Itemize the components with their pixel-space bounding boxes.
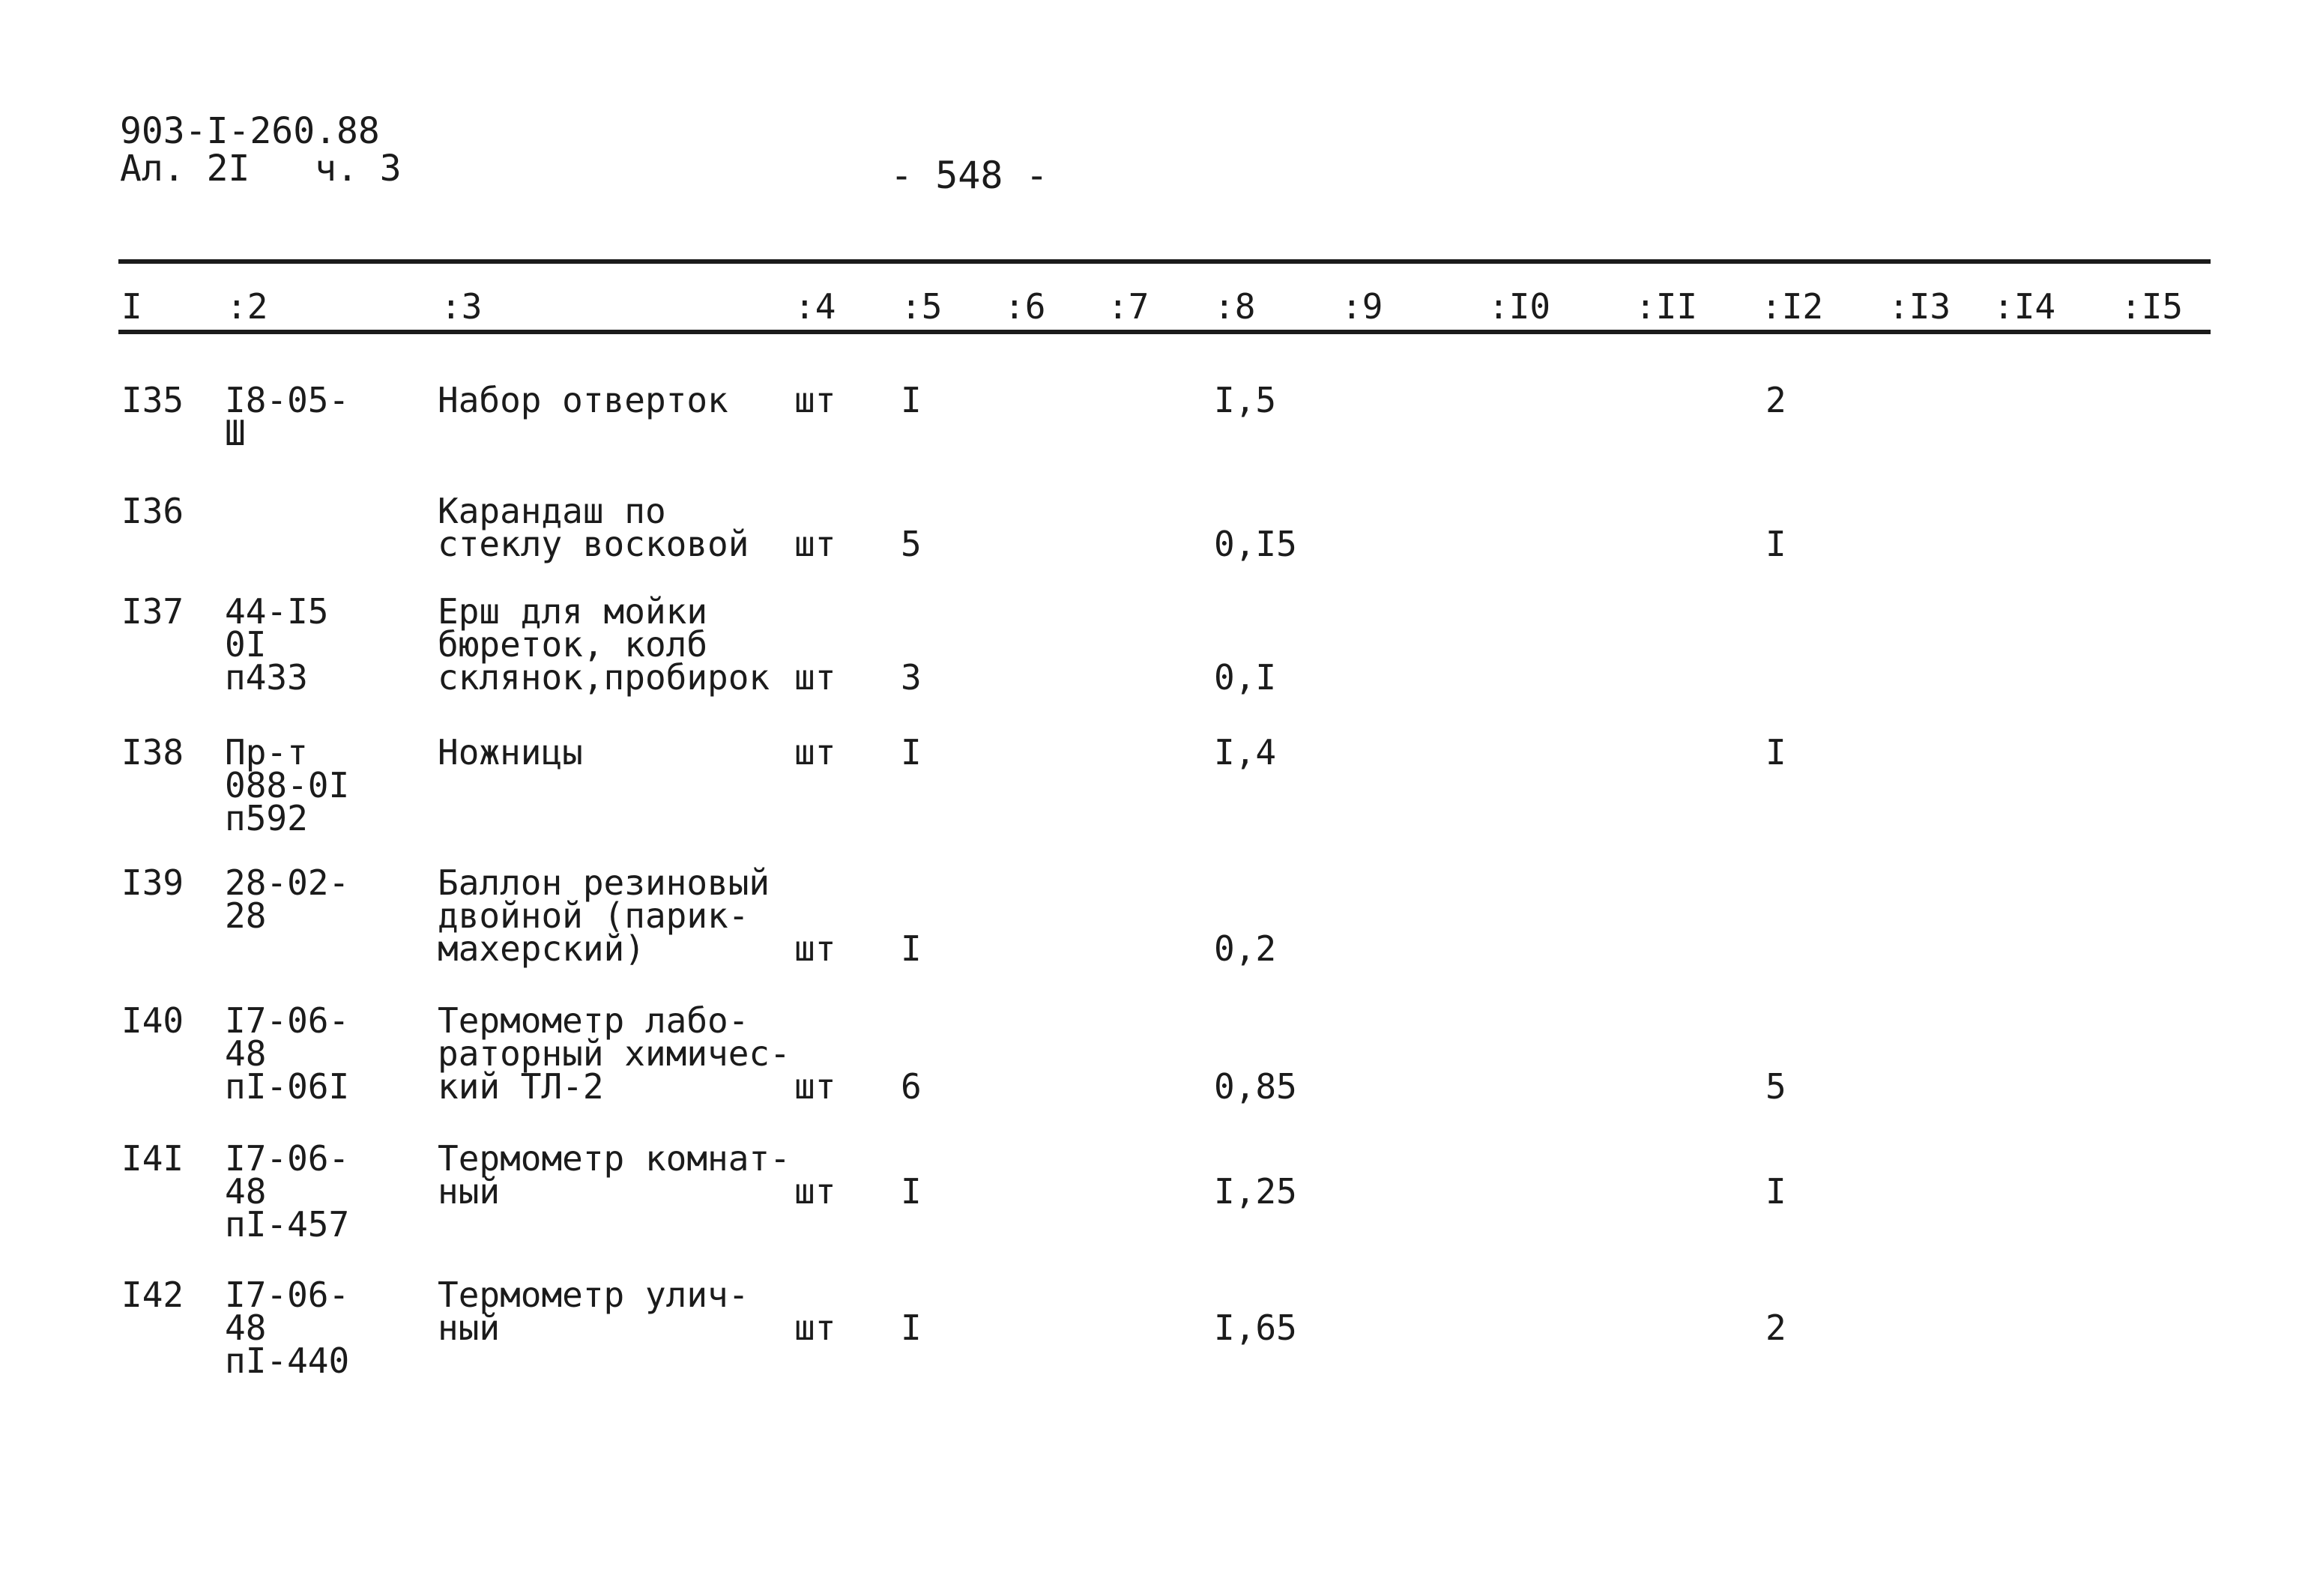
item-price: I,65 [1214,1308,1297,1348]
item-name-line: ный [438,1171,501,1212]
item-quantity: I [901,380,922,420]
column-header-13: :I3 [1888,286,1951,327]
item-code [225,732,350,838]
column-header-8: :8 [1214,286,1256,327]
item-code [225,1000,350,1107]
item-price: I,5 [1214,380,1277,420]
document-header [120,110,402,190]
item-code-line: пI-06I [225,1066,350,1107]
item-name [438,732,583,773]
item-code-line: п433 [225,657,308,698]
column-header-5: :5 [901,286,943,327]
item-code [225,1138,350,1245]
column-header-15: :I5 [2121,286,2184,327]
item-code-line: 28 [225,895,267,936]
item-unit: шт [794,1066,836,1107]
item-code-line: I7-06- [225,1275,350,1315]
item-name-line: Термометр лабо- [438,1000,749,1041]
item-name [438,1275,749,1348]
column-12-value: 2 [1765,1308,1786,1348]
item-name-line: стеклу восковой [438,524,749,564]
item-unit: шт [794,657,836,698]
item-code-line: 48 [225,1033,267,1074]
item-code [225,862,350,936]
item-price: I,25 [1214,1171,1297,1212]
column-header-1: I [121,286,142,327]
item-code-line: 48 [225,1171,267,1212]
item-price: I,4 [1214,732,1277,773]
item-name-line: двойной (парик- [438,895,749,936]
column-header-9: :9 [1341,286,1383,327]
item-unit: шт [794,524,836,564]
column-header-10: :I0 [1488,286,1551,327]
row-number: I42 [121,1275,184,1315]
item-unit: шт [794,732,836,773]
column-header-4: :4 [794,286,836,327]
item-name-line: ный [438,1308,501,1348]
item-code-line: I8-05- [225,380,350,420]
item-name [438,380,728,420]
column-12-value: 2 [1765,380,1786,420]
item-unit: шт [794,380,836,420]
row-number: I40 [121,1000,184,1041]
item-name [438,1138,791,1212]
column-header-14: :I4 [1993,286,2056,327]
item-name-line: Ножницы [438,732,583,773]
item-quantity: I [901,1308,922,1348]
column-header-12: :I2 [1761,286,1824,327]
item-name [438,862,770,969]
item-code-line: 44-I5 [225,591,329,632]
item-quantity: 5 [901,524,922,564]
item-code [225,380,350,453]
column-12-value: I [1765,732,1786,773]
row-number: I36 [121,491,184,531]
sheet-reference: Ал. 2I ч. 3 [120,148,402,190]
item-name-line: Термометр улич- [438,1275,749,1315]
item-name-line: Карандаш по [438,491,666,531]
item-name [438,491,749,564]
item-code [225,591,329,698]
column-header-11: :II [1635,286,1698,327]
row-number: I35 [121,380,184,420]
item-code-line: пI-457 [225,1204,350,1245]
item-code-line: 28-02- [225,862,350,903]
item-price: 0,I5 [1214,524,1297,564]
item-quantity: 6 [901,1066,922,1107]
item-code [225,1275,350,1381]
item-code-line: I7-06- [225,1138,350,1179]
column-12-value: I [1765,524,1786,564]
item-quantity: I [901,732,922,773]
item-code-line: пI-440 [225,1340,350,1381]
item-name [438,591,770,698]
table-header-rule [118,330,2211,334]
item-code-line: Пр-т [225,732,308,773]
item-unit: шт [794,1308,836,1348]
item-unit: шт [794,928,836,969]
row-number: I37 [121,591,184,632]
item-quantity: I [901,1171,922,1212]
item-name-line: Баллон резиновый [438,862,770,903]
row-number: I39 [121,862,184,903]
column-header-2: :2 [226,286,268,327]
item-price: 0,2 [1214,928,1277,969]
item-code-line: 088-0I [225,765,350,805]
item-code-line: I7-06- [225,1000,350,1041]
item-name [438,1000,791,1107]
item-name-line: Термометр комнат- [438,1138,791,1179]
item-price: 0,85 [1214,1066,1297,1107]
row-number: I4I [121,1138,184,1179]
document-code: 903-I-260.88 [120,110,380,152]
column-header-3: :3 [441,286,483,327]
column-header-7: :7 [1108,286,1150,327]
item-code-line: 48 [225,1308,267,1348]
item-name-line: раторный химичес- [438,1033,791,1074]
item-name-line: Ерш для мойки [438,591,708,632]
item-quantity: I [901,928,922,969]
item-name-line: кий ТЛ-2 [438,1066,604,1107]
item-code-line: Ш [225,413,246,453]
item-name-line: махерский) [438,928,645,969]
item-name-line: Набор отверток [438,380,728,420]
table-top-rule [118,259,2211,264]
column-12-value: 5 [1765,1066,1786,1107]
item-code-line: 0I [225,624,267,665]
item-code-line: п592 [225,798,308,838]
item-name-line: склянок,пробирок [438,657,770,698]
item-name-line: бюреток, колб [438,624,708,665]
item-price: 0,I [1214,657,1277,698]
item-quantity: 3 [901,657,922,698]
row-number: I38 [121,732,184,773]
page-number: - 548 - [890,154,1048,197]
column-header-6: :6 [1004,286,1046,327]
column-12-value: I [1765,1171,1786,1212]
item-unit: шт [794,1171,836,1212]
